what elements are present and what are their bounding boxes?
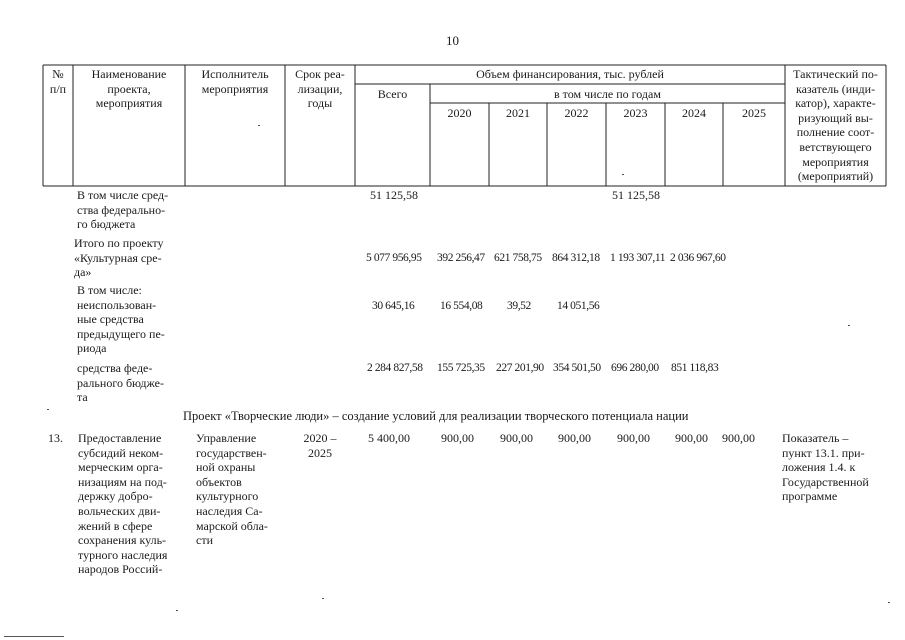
scan-speck [622,174,624,175]
section-title: Проект «Творческие люди» – создание условий для реализации творческого потенциала нации [183,409,689,423]
row-unused-funds-2020: 16 554,08 [440,300,483,312]
header-col-funding: Объем финансирования, тыс. рублей [476,67,664,81]
scan-speck [176,610,178,611]
row-federal-budget-2022: 354 501,50 [553,362,601,374]
row-project-total-total: 5 077 956,95 [366,252,422,264]
header-year-2022: 2022 [564,106,589,120]
header-year-2025: 2025 [742,106,766,120]
item-13-total: 5 400,00 [368,431,410,445]
header-year-2023: 2023 [623,106,648,120]
row-project-total-2021: 621 758,75 [494,252,542,264]
scan-speck [322,598,324,599]
row-project-total-name: Итого по проекту «Культурная сре- да» [74,236,164,280]
item-13-2020: 900,00 [441,431,474,445]
row-federal-budget-2024: 851 118,83 [671,362,719,374]
item-13-executor: Управление государствен- ной охраны объектов культурного наследия Са- марской обла- сти [196,431,268,548]
item-13-name: Предоставление субсидий неком- мерческим орга- низациям на под- держку добро- вольческих дви- жений в сфере сохранения куль- турного наследия народов Россий- [78,431,168,577]
item-13-2023: 900,00 [617,431,650,445]
row-federal-budget-2023: 696 280,00 [611,362,659,374]
item-13-indicator: Показатель – пункт 13.1. при- ложения 1.4. к Государственной программе [782,431,869,504]
item-13-term: 2020 – 2025 [303,431,337,460]
row-project-total-2020: 392 256,47 [437,252,485,264]
row-federal-funds-name: В том числе сред- ства федерально- го бюджета [77,188,169,232]
row-unused-funds-2022: 14 051,56 [557,300,600,312]
row-federal-funds-total: 51 125,58 [370,188,418,202]
header-col-total: Всего [377,87,408,101]
row-project-total-2022: 864 312,18 [552,252,600,264]
scan-speck [888,602,890,603]
row-federal-budget-2021: 227 201,90 [496,362,544,374]
row-project-total-2023: 1 193 307,11 [610,252,666,264]
item-13-2025: 900,00 [722,431,755,445]
page-number: 10 [446,33,459,48]
header-col-executor: Исполнитель мероприятия [201,67,269,96]
row-federal-budget-name: средства феде- рального бюдже- та [77,361,164,405]
header-col-term: Срок реа- лизации, годы [295,67,345,111]
header-col-by-years: в том числе по годам [554,87,661,101]
header-col-no: № п/п [49,67,67,96]
header-col-name: Наименование проекта, мероприятия [91,67,167,111]
scan-speck [848,325,850,326]
row-unused-funds-2021: 39,52 [507,300,531,312]
row-federal-funds-2023: 51 125,58 [612,188,660,202]
row-unused-funds-total: 30 645,16 [372,300,415,312]
row-project-total-2024: 2 036 967,60 [670,252,726,264]
scan-speck [4,636,64,637]
header-col-indicator: Тактический по- казатель (инди- катор), характе- ризующий вы- полнение соот- ветствующего мероприятия (мероприятий) [793,67,878,184]
item-13-2024: 900,00 [675,431,708,445]
item-13-number: 13. [48,431,63,445]
scan-speck [47,409,49,410]
header-year-2020: 2020 [447,106,472,120]
row-federal-budget-total: 2 284 827,58 [367,362,423,374]
header-year-2024: 2024 [682,106,706,120]
row-federal-budget-2020: 155 725,35 [437,362,485,374]
item-13-2022: 900,00 [558,431,591,445]
scan-speck [258,125,260,126]
row-unused-funds-name: В том числе: неиспользован- ные средства предыдущего пе- риода [77,283,165,356]
item-13-2021: 900,00 [500,431,533,445]
header-year-2021: 2021 [506,106,530,120]
